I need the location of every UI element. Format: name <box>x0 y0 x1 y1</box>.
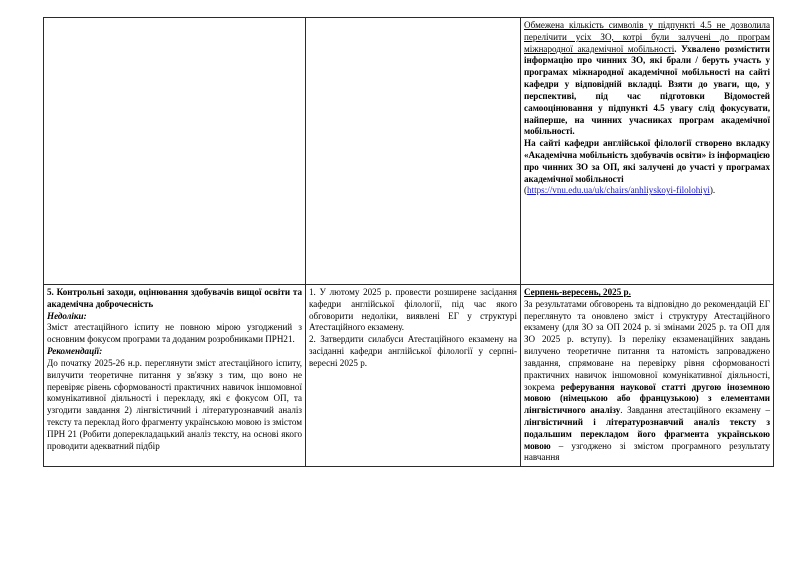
action-item-2: 2. Затвердити силабуси Атестаційного екзамену на засіданні кафедри англійської філології у серпні-вересні 2025 р. <box>309 334 517 368</box>
bold-decision-text: . Ухвалено розмістити інформацію про чинних ЗО, які брали / беруть участь у програмах міжнародної академічної мобільності на сайті кафедри у відповідній вкладці. Взяти до уваги, що, у перспективі, під час підготовки Відомостей самооцінювання у підпункті 4.5 увагу слід фокусувати, найперше, на чинних учасниках програм академічної мобільності. <box>524 43 771 137</box>
table-row <box>44 285 774 467</box>
cell-row1-col2 <box>306 18 521 285</box>
cell-row1-col3 <box>521 18 774 285</box>
result-bold-part-1: реферування наукової статті другою іноземною мовою (німецькою або французькою) з елементами лінгвістичного аналізу <box>524 381 770 416</box>
row2-col3-body <box>524 299 770 464</box>
paren-close: ). <box>709 185 716 196</box>
row1-col3-paragraph-2 <box>524 138 770 185</box>
review-table <box>43 17 774 467</box>
row1-col3-url-line <box>524 185 770 197</box>
result-text-part-3: – узгоджено зі змістом програмного результату навчання <box>524 440 770 463</box>
section-heading: 5. Контрольні заходи, оцінювання здобувачів вищої освіти та академічна доброчесність <box>47 287 302 309</box>
action-item-1: 1. У лютому 2025 р. провести розширене засідання кафедри англійської філології, під час якого обговорити недоліки, виявлені ЕГ у структурі Атестаційного екзамену. <box>309 287 517 333</box>
shortcomings-paragraph: Зміст атестаційного іспиту не повною мірою узгоджений з основним фокусом програми та доданим розробниками ПРН21. <box>47 322 302 345</box>
paren-open: ( <box>524 185 528 196</box>
result-text-part-1: За результатами обговорень та відповідно до рекомендацій ЕГ переглянуто та оновлено зміст і структуру Атестаційного екзамену (для ЗО за ОП 2024 р. зі змінами 2025 р. та ОП для ЗО 2025 р. вступу). Із переліку екзаменаційних завдань вилучено теоретичне питання та натомість запроваджено завдання, спрямоване на перевірку рівня сформованості практичних навичок іншомовної комунікативної діяльності, зокрема <box>524 298 770 392</box>
subheading-recommendations: Рекомендації: <box>47 346 103 357</box>
cell-row2-col1 <box>44 285 306 467</box>
table-row <box>44 18 774 285</box>
cell-row2-col2 <box>306 285 521 467</box>
result-bold-part-2: лінгвістичний і літературознавчий аналіз тексту з подальшим перекладом його фрагмента українською мовою <box>524 416 770 451</box>
bold-website-text: На сайті кафедри англійської філології створено вкладку «Академічна мобільність здобувачів освіти» із інформацією про чинних ЗО за ОП, які залучені до участі у програмах академічної мобільності <box>524 138 770 184</box>
cell-row2-col3 <box>521 285 774 467</box>
date-heading: Серпень-вересень, 2025 р. <box>524 287 631 297</box>
subheading-shortcomings: Недоліки: <box>47 310 87 321</box>
underlined-note: Обмежена кількість символів у підпункті 4.5 не дозволила перелічити усіх ЗО, котрі були залучені до програм міжнародної академічної мобільності <box>524 20 770 54</box>
row1-col3-paragraph <box>524 20 770 138</box>
result-text-part-2: . Завдання атестаційного екзамену – <box>620 405 770 416</box>
department-page-link[interactable]: https://vnu.edu.ua/uk/chairs/anhliyskoyi-filolohiyi <box>527 185 710 196</box>
recommendations-paragraph: До початку 2025-26 н.р. переглянути зміст атестаційного іспиту, вилучити теоретичне питання у зв'язку з тим, що воно не перевіряє рівень сформованості практичних навичок іншомовної комунікативної діяльності і перекладу, які є фокусом ОП, та узгодити завдання 2) лінгвістичний і літературознавчий аналіз тексту та переклад його фрагменту українською мовою із змістом ПРН 21 (Робити доперекладацький аналіз тексту, на основі якого проводити адекватний підбір <box>47 357 302 451</box>
cell-row1-col1 <box>44 18 306 285</box>
